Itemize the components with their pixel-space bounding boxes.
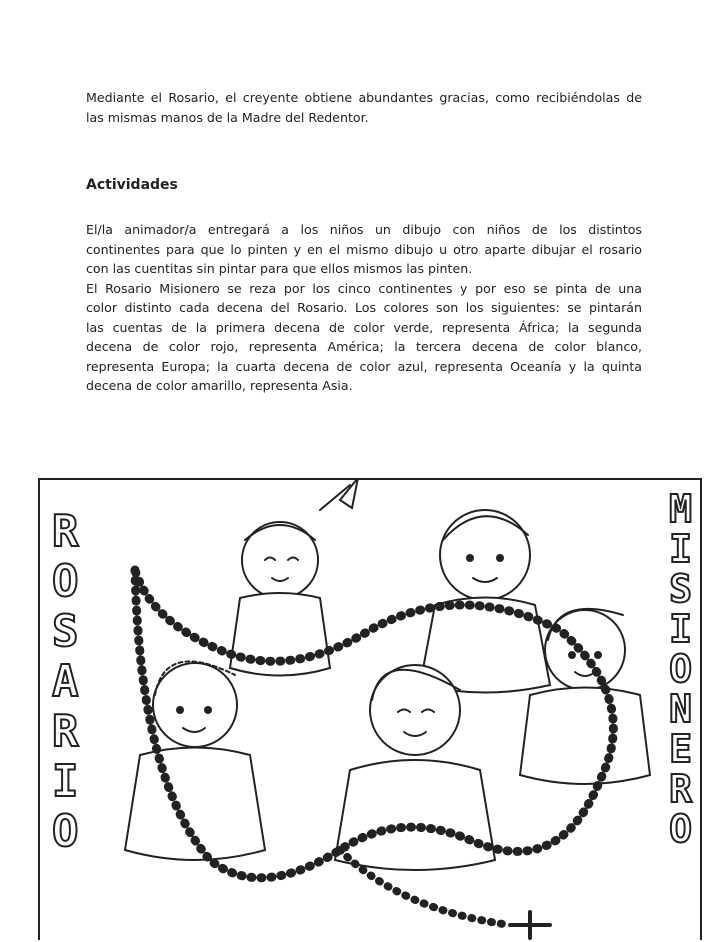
intro-paragraph: [86, 88, 642, 127]
letter: R: [669, 767, 692, 811]
letter: A: [52, 656, 79, 707]
activities-line: color distinto cada decena del Rosario. Los colores son los siguientes: se pintarán: [86, 300, 642, 315]
intro-line: las mismas manos de la Madre del Redentor.: [86, 109, 369, 125]
rosary-illustration: [38, 478, 702, 940]
activities-paragraph: [86, 220, 642, 396]
activities-heading: Actividades: [86, 177, 178, 193]
intro-line: Mediante el Rosario, el creyente obtiene abundantes gracias, como recibiéndolas de: [86, 90, 642, 105]
letter: O: [669, 647, 692, 691]
letter: R: [52, 506, 79, 557]
letter: I: [52, 756, 79, 807]
letter: N: [669, 687, 692, 731]
activities-line: El Rosario Misionero se reza por los cinco continentes y por eso se pinta de una: [86, 280, 642, 296]
activities-line: continentes para que lo pinten y en el mismo dibujo u otro aparte dibujar el rosario: [86, 241, 642, 257]
letter: O: [52, 806, 79, 857]
letter: E: [669, 727, 692, 771]
letter: R: [52, 706, 79, 757]
rosario-vertical-word: [52, 506, 79, 857]
letter: S: [52, 606, 79, 657]
letter: M: [669, 487, 692, 531]
letter: O: [52, 556, 79, 607]
letter: S: [669, 567, 692, 611]
letter: I: [669, 527, 692, 571]
activities-line: decena de color rojo, representa América; la tercera decena de color blanco,: [86, 339, 642, 354]
rosary-children-coloring-icon: [40, 480, 700, 942]
child-figure: [420, 510, 550, 693]
cross-icon: [510, 912, 550, 938]
letter: I: [669, 607, 692, 651]
activities-line: las cuentas de la primera decena de color verde, representa África; la segunda: [86, 319, 642, 335]
activities-line: El/la animador/a entregará a los niños un dibujo con niños de los distintos: [86, 222, 642, 237]
activities-line: representa Europa; la cuarta decena de color azul, representa Oceanía y la quinta: [86, 358, 642, 374]
letter: O: [669, 807, 692, 851]
misionero-vertical-word: [669, 487, 692, 851]
activities-line: con las cuentitas sin pintar para que ellos mismos las pinten.: [86, 261, 473, 276]
activities-line: decena de color amarillo, representa Asia.: [86, 378, 353, 393]
